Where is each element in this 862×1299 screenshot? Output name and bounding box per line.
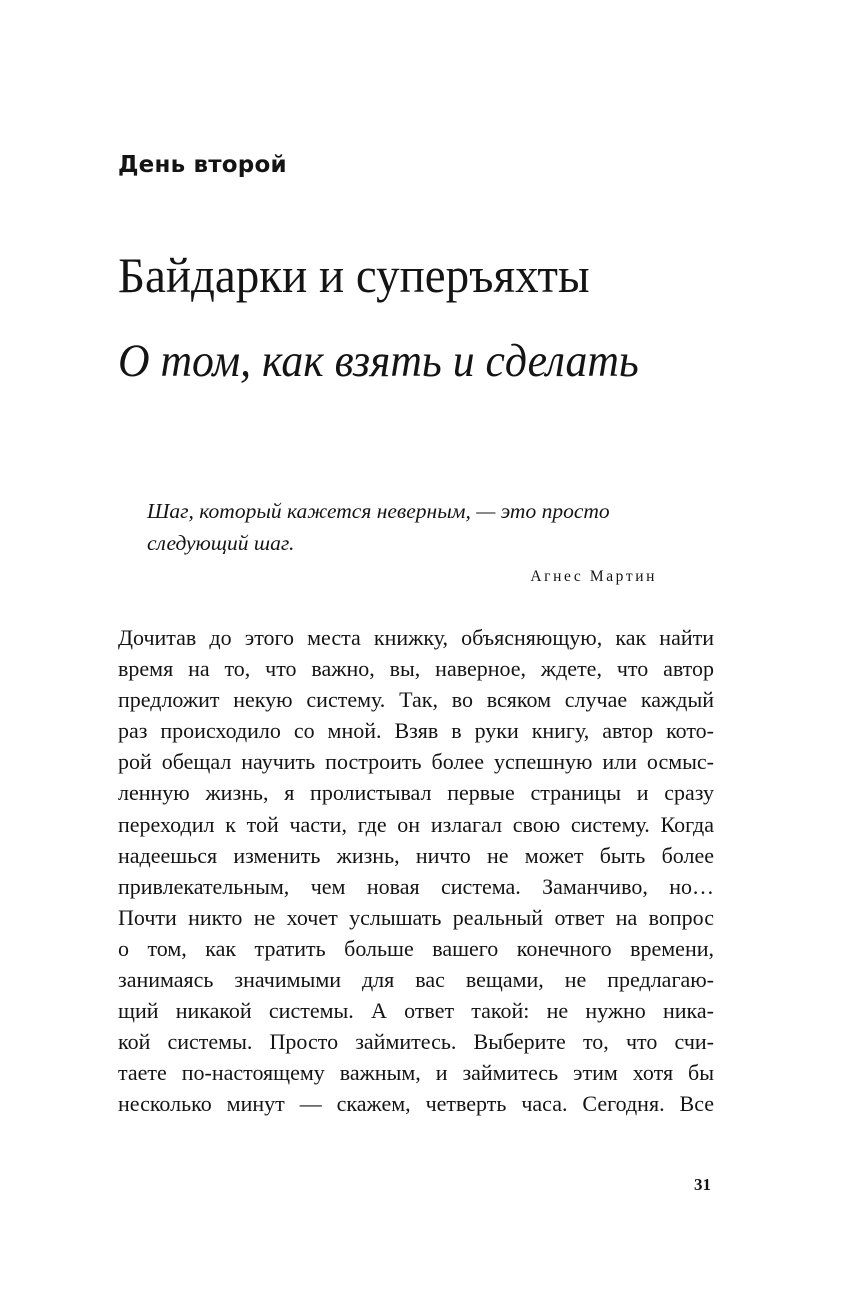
- chapter-subtitle: О том, как взять и сделать: [118, 335, 639, 387]
- body-line: щий никакой системы. А ответ такой: не нужно ника-: [118, 998, 714, 1024]
- body-line: несколько минут — скажем, четверть часа. Сегодня. Все: [118, 1091, 714, 1117]
- body-line: раз происходило со мной. Взяв в руки книгу, автор кото-: [118, 718, 714, 744]
- body-line: предложит некую систему. Так, во всяком случае каждый: [118, 687, 714, 713]
- body-line: кой системы. Просто займитесь. Выберите то, что счи-: [118, 1029, 714, 1055]
- body-line: время на то, что важно, вы, наверное, ждете, что автор: [118, 656, 714, 682]
- body-line: привлекательным, чем новая система. Заманчиво, но…: [118, 873, 714, 899]
- epigraph-text: [147, 495, 659, 559]
- body-line: занимаясь значимыми для вас вещами, не предлагаю-: [118, 967, 714, 993]
- body-line: Дочитав до этого места книжку, объясняющую, как найти: [118, 625, 714, 650]
- body-line: о том, как тратить больше вашего конечного времени,: [118, 935, 714, 961]
- epigraph: [147, 495, 659, 586]
- body-line: рой обещал научить построить более успешную или осмыс-: [118, 749, 714, 775]
- body-text: [118, 622, 714, 1120]
- epigraph-author: Агнес Мартин: [530, 568, 657, 585]
- body-line: Почти никто не хочет услышать реальный ответ на вопрос: [118, 904, 714, 930]
- body-line: надеешься изменить жизнь, ничто не может быть более: [118, 842, 714, 868]
- epigraph-line: Шаг, который кажется неверным, — это просто: [147, 499, 610, 523]
- body-line: ленную жизнь, я пролистывал первые страницы и сразу: [118, 780, 714, 806]
- body-line: переходил к той части, где он излагал свою систему. Когда: [118, 811, 714, 837]
- page-number: 31: [694, 1175, 711, 1194]
- section-label: День второй: [118, 152, 287, 178]
- body-line: таете по-настоящему важным, и займитесь этим хотя бы: [118, 1060, 714, 1086]
- epigraph-line: следующий шаг.: [147, 531, 295, 555]
- chapter-title: Байдарки и суперъяхты: [118, 247, 590, 303]
